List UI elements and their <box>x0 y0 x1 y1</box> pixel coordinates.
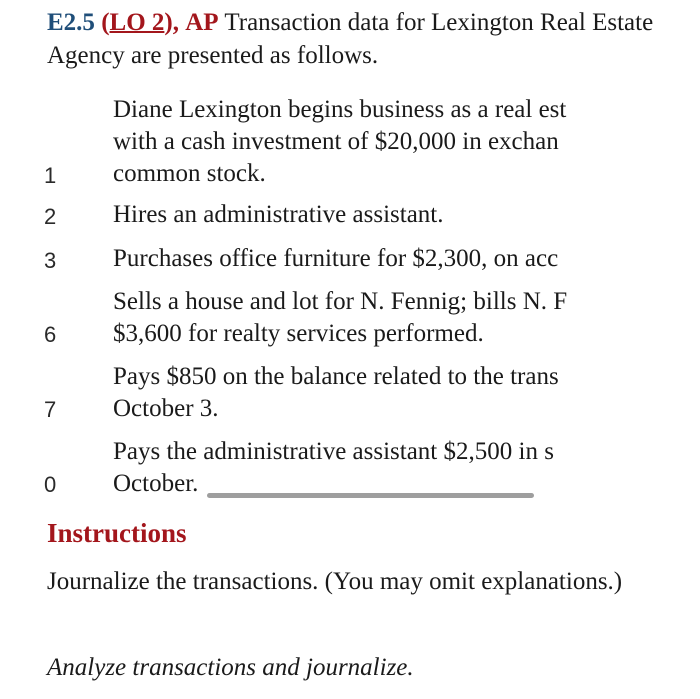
lo-close-paren: ), <box>164 9 179 36</box>
transaction-line: Diane Lexington begins business as a real est <box>113 96 567 123</box>
transaction-description <box>113 243 700 275</box>
learning-objective <box>101 9 179 36</box>
transaction-line: October 3. <box>113 395 219 422</box>
transaction-description <box>113 94 700 190</box>
transaction-line: October. <box>113 470 199 497</box>
instructions-title: Instructions <box>47 518 187 548</box>
transaction-date: 6 <box>44 322 57 347</box>
study-objective: Analyze transactions and journalize. <box>47 654 414 681</box>
transaction-date: 2 <box>44 204 57 229</box>
transaction-line: Pays $850 on the balance related to the trans <box>113 363 559 390</box>
ap-badge: AP <box>185 9 219 36</box>
instructions-body: Journalize the transactions. (You may omit explanations.) <box>47 568 623 595</box>
transaction-date: 7 <box>44 397 57 422</box>
lo-open-paren: ( <box>101 9 110 36</box>
transaction-line: Sells a house and lot for N. Fennig; bills N. F <box>113 288 568 315</box>
transaction-line: with a cash investment of $20,000 in exchan <box>113 128 559 155</box>
exercise-heading <box>47 6 687 72</box>
transaction-line: Hires an administrative assistant. <box>113 201 444 228</box>
transaction-date: 0 <box>44 472 57 497</box>
horizontal-scrollbar[interactable] <box>207 493 534 498</box>
exercise-intro: Transaction data for Lexington Real Estate Agency are presented as follows. <box>47 9 654 69</box>
transaction-description <box>113 361 700 425</box>
transaction-line: $3,600 for realty services performed. <box>113 320 484 347</box>
transaction-line: Purchases office furniture for $2,300, on acc <box>113 245 559 272</box>
learning-objective-link[interactable]: LO 2 <box>109 9 165 36</box>
transaction-line: Pays the administrative assistant $2,500 in s <box>113 438 554 465</box>
transaction-date: 1 <box>44 163 57 188</box>
transaction-description <box>113 286 700 350</box>
transaction-description <box>113 436 700 500</box>
transaction-line: common stock. <box>113 160 266 187</box>
exercise-number: E2.5 <box>47 9 95 36</box>
transaction-date: 3 <box>44 248 57 273</box>
transaction-description <box>113 199 700 231</box>
